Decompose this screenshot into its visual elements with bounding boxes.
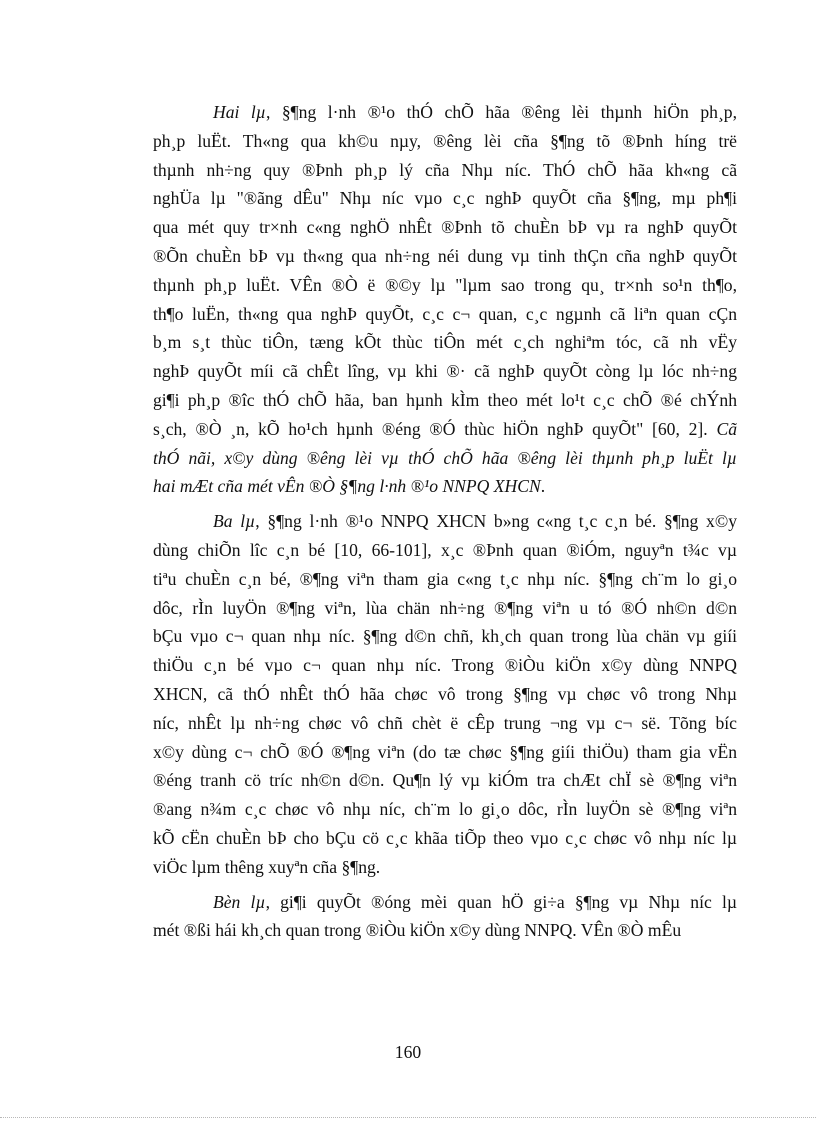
text-run: th¶o luËn, th«ng qua nghÞ quyÕt, c¸c c¬ quan, c¸c ngµnh cã liªn quan cÇn xyxy=(153,303,737,324)
text-line xyxy=(153,415,737,444)
text-run: , §¶ng l·nh ®¹o NNPQ XHCN b»ng c«ng t¸c c¸n bé. §¶ng x©y xyxy=(255,511,738,532)
text-line xyxy=(153,738,737,767)
text-line xyxy=(153,507,737,536)
text-run: thµnh nh÷ng quy ®Þnh ph¸p lý cña Nhµ níc. ThÓ chÕ hãa kh«ng cã xyxy=(153,159,737,180)
text-run: thµnh ph¸p luËt. VÊn ®Ò ë ®©y lµ "lµm sao trong qu¸ tr×nh so¹n th¶o, xyxy=(153,274,737,295)
italic-run: Cã xyxy=(716,418,737,439)
text-line xyxy=(153,357,737,386)
page-number: 160 xyxy=(394,1042,422,1062)
footer-divider xyxy=(0,1117,816,1118)
text-line xyxy=(153,824,737,853)
italic-run: hai mÆt cña mét vÊn ®Ò §¶ng l·nh ®¹o NNPQ XHCN xyxy=(153,476,541,497)
text-line xyxy=(153,680,737,709)
text-line xyxy=(153,651,737,680)
paragraph xyxy=(153,507,737,881)
italic-run: Hai lµ xyxy=(213,102,266,122)
text-line xyxy=(153,853,737,882)
text-run: ph¸p luËt. Th«ng qua kh©u nµy, ®êng lèi cña §¶ng tõ ®Þnh híng trë xyxy=(153,130,737,151)
text-run: bÇu vµo c¬ quan nhµ níc. §¶ng d©n chñ, kh¸ch quan trong lùa chän vµ giíi xyxy=(153,626,737,647)
text-run: dùng chiÕn lîc c¸n bé [10, 66-101], x¸c ®Þnh quan ®iÓm, nguyªn t¾c vµ xyxy=(153,539,737,560)
text-run: nghÜa lµ "®ãng dÊu" Nhµ níc vµo c¸c nghÞ quyÕt cña §¶ng, mµ ph¶i xyxy=(153,188,737,209)
text-line xyxy=(153,184,737,213)
text-run: x©y dùng c¬ chÕ ®Ó ®¶ng viªn (do tæ chøc §¶ng giíi thiÖu) tham gia vËn xyxy=(153,741,737,762)
text-line xyxy=(153,271,737,300)
text-line xyxy=(153,156,737,185)
text-line xyxy=(153,916,737,945)
text-run: níc, nhÊt lµ nh÷ng chøc vô chñ chèt ë cÊp trung ¬ng vµ c¬ së. Tõng bíc xyxy=(153,712,737,733)
text-run: qua mét quy tr×nh c«ng nghÖ nhÊt ®Þnh tõ chuÈn bÞ vµ ra nghÞ quyÕt xyxy=(153,217,737,238)
paragraph xyxy=(153,888,737,946)
text-line xyxy=(153,709,737,738)
text-run: , gi¶i quyÕt ®óng mèi quan hÖ gi÷a §¶ng vµ Nhµ níc lµ xyxy=(265,891,737,912)
text-run: ®ang n¾m c¸c chøc vô nhµ níc, ch¨m lo gi¸o dôc, rÌn luyÖn sè ®¶ng viªn xyxy=(153,799,737,820)
text-run: . xyxy=(540,476,546,497)
text-run: gi¶i ph¸p ®îc thÓ chÕ hãa, ban hµnh kÌm theo mét lo¹t c¸c chÕ ®é chÝnh xyxy=(153,389,737,410)
text-line xyxy=(153,98,737,127)
text-line xyxy=(153,242,737,271)
text-line xyxy=(153,766,737,795)
text-run: ®éng tranh cö tríc nh©n d©n. Qu¶n lý vµ kiÓm tra chÆt chÏ sè ®¶ng viªn xyxy=(153,770,737,791)
text-line xyxy=(153,888,737,917)
text-line xyxy=(153,594,737,623)
text-line xyxy=(153,328,737,357)
text-run: XHCN, cã thÓ nhÊt thÓ hãa chøc vô trong §¶ng vµ chøc vô trong Nhµ xyxy=(153,683,737,704)
italic-run: Bèn lµ xyxy=(213,891,266,912)
text-run: dôc, rÌn luyÖn ®¶ng viªn, lùa chän nh÷ng ®¶ng viªn u tó ®Ó nh©n d©n xyxy=(153,597,737,618)
text-line xyxy=(153,444,737,473)
italic-run: Ba lµ xyxy=(213,511,256,532)
text-line xyxy=(153,795,737,824)
paragraph xyxy=(153,98,737,501)
text-run: viÖc lµm thêng xuyªn cña §¶ng. xyxy=(153,856,381,877)
text-run: thiÖu c¸n bé vµo c¬ quan nhµ níc. Trong ®iÒu kiÖn x©y dùng NNPQ xyxy=(153,655,737,676)
body-text xyxy=(153,98,737,945)
text-run: b¸m s¸t thùc tiÔn, tæng kÕt thùc tiÔn mét c¸ch nghiªm tóc, cã nh vËy xyxy=(153,332,737,353)
italic-run: thÓ nãi, x©y dùng ®êng lèi vµ thÓ chÕ hãa ®êng lèi thµnh ph¸p luËt lµ xyxy=(153,447,737,468)
text-line xyxy=(153,565,737,594)
text-line xyxy=(153,622,737,651)
text-run: s¸ch, ®Ò ¸n, kÕ ho¹ch hµnh ®éng ®Ó thùc hiÖn nghÞ quyÕt" [60, 2]. xyxy=(153,418,717,439)
text-run: ®Õn chuÈn bÞ vµ th«ng qua nh÷ng néi dung vµ tinh thÇn cña nghÞ quyÕt xyxy=(153,245,737,266)
text-run: nghÞ quyÕt míi cã chÊt lîng, vµ khi ®· cã nghÞ quyÕt còng lµ lóc nh÷ng xyxy=(153,361,737,382)
text-line xyxy=(153,300,737,329)
text-run: tiªu chuÈn c¸n bé, ®¶ng viªn tham gia c«ng t¸c nhµ níc. §¶ng ch¨m lo gi¸o xyxy=(153,568,737,589)
text-line xyxy=(153,472,737,501)
text-run: , §¶ng l·nh ®¹o thÓ chÕ hãa ®êng lèi thµnh hiÖn ph¸p, xyxy=(265,102,737,122)
text-run: mét ®ßi hái kh¸ch quan trong ®iÒu kiÖn x©y dùng NNPQ. VÊn ®Ò mÊu xyxy=(153,920,682,941)
text-run: kÕ cËn chuÈn bÞ cho bÇu cö c¸c khãa tiÕp theo vµo c¸c chøc vô nhµ níc lµ xyxy=(153,827,737,848)
text-line xyxy=(153,386,737,415)
text-line xyxy=(153,536,737,565)
text-line xyxy=(153,213,737,242)
text-line xyxy=(153,127,737,156)
